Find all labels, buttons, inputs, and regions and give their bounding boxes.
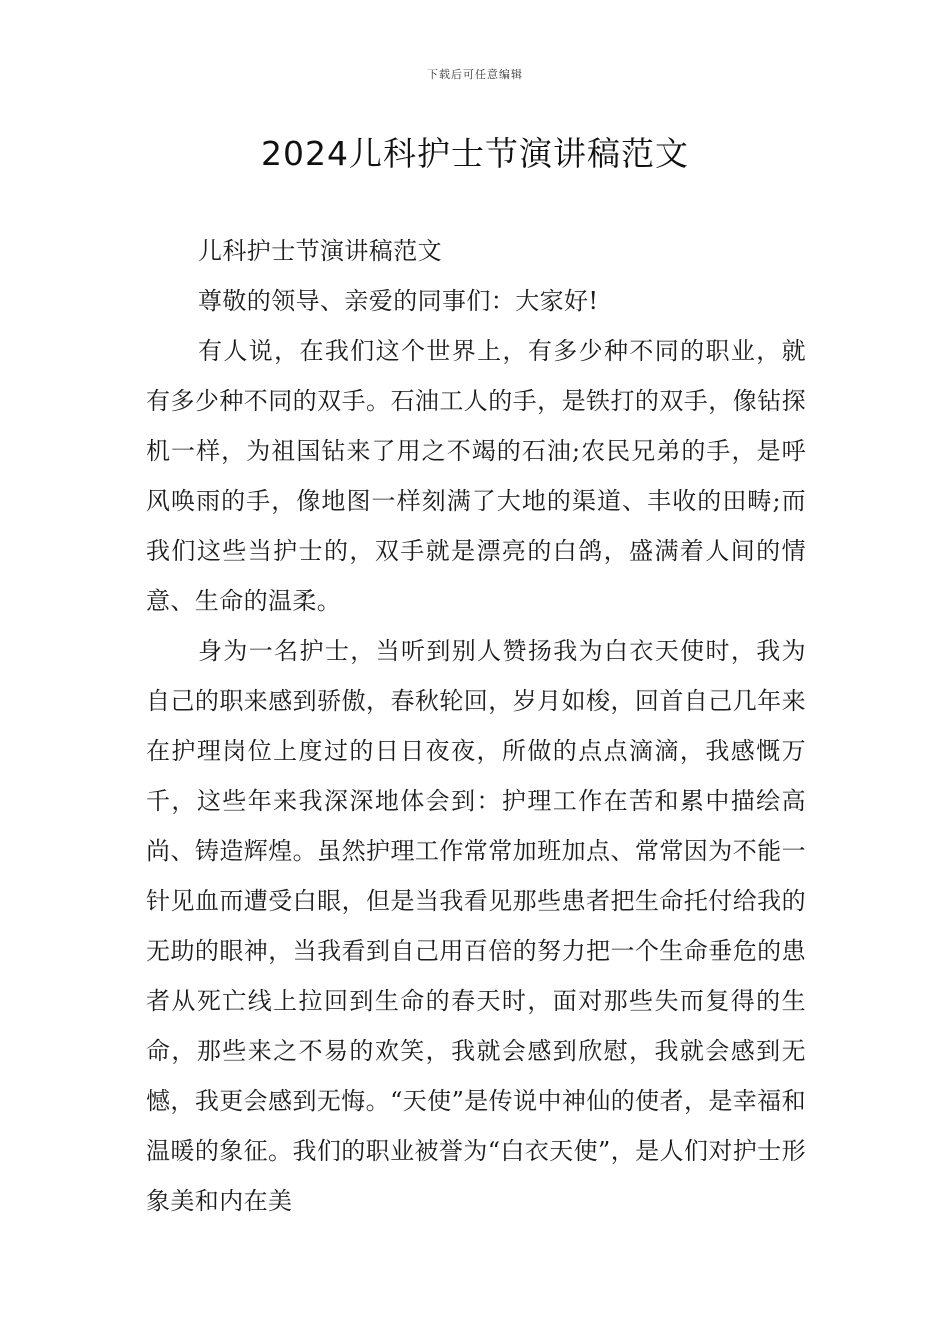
paragraph-body-2: 身为一名护士，当听到别人赞扬我为白衣天使时，我为自己的职来感到骄傲，春秋轮回，岁月如梭，回首自己几年来在护理岗位上度过的日日夜夜，所做的点点滴滴，我感慨万千，这些年来我深深地体会到：护理工作在苦和累中描绘高尚、铸造辉煌。虽然护理工作常常加班加点、常常因为不能一针见血而遭受白眼，但是当我看见那些患者把生命托付给我的无助的眼神，当我看到自己用百倍的努力把一个生命垂危的患者从死亡线上拉回到生命的春天时，面对那些失而复得的生命，那些来之不易的欢笑，我就会感到欣慰，我就会感到无憾，我更会感到无悔。“天使”是传说中神仙的使者，是幸福和温暖的象征。我们的职业被誉为“白衣天使”，是人们对护士形象美和内在美 [146, 637, 806, 1215]
paragraph-subtitle: 儿科护士节演讲稿范文 [198, 237, 442, 265]
paragraph-body-1: 有人说，在我们这个世界上，有多少种不同的职业，就有多少种不同的双手。石油工人的手，是铁打的双手，像钻探机一样，为祖国钻来了用之不竭的石油;农民兄弟的手，是呼风唤雨的手，像地图一样刻满了大地的渠道、丰收的田畴;而我们这些当护士的，双手就是漂亮的白鸽，盛满着人间的情意、生命的温柔。 [146, 337, 806, 615]
header-note: 下载后可任意编辑 [427, 68, 523, 81]
document-title: 2024儿科护士节演讲稿范文 [261, 134, 689, 173]
paragraph-greeting: 尊敬的领导、亲爱的同事们：大家好! [198, 287, 599, 315]
document-body [146, 226, 806, 1226]
